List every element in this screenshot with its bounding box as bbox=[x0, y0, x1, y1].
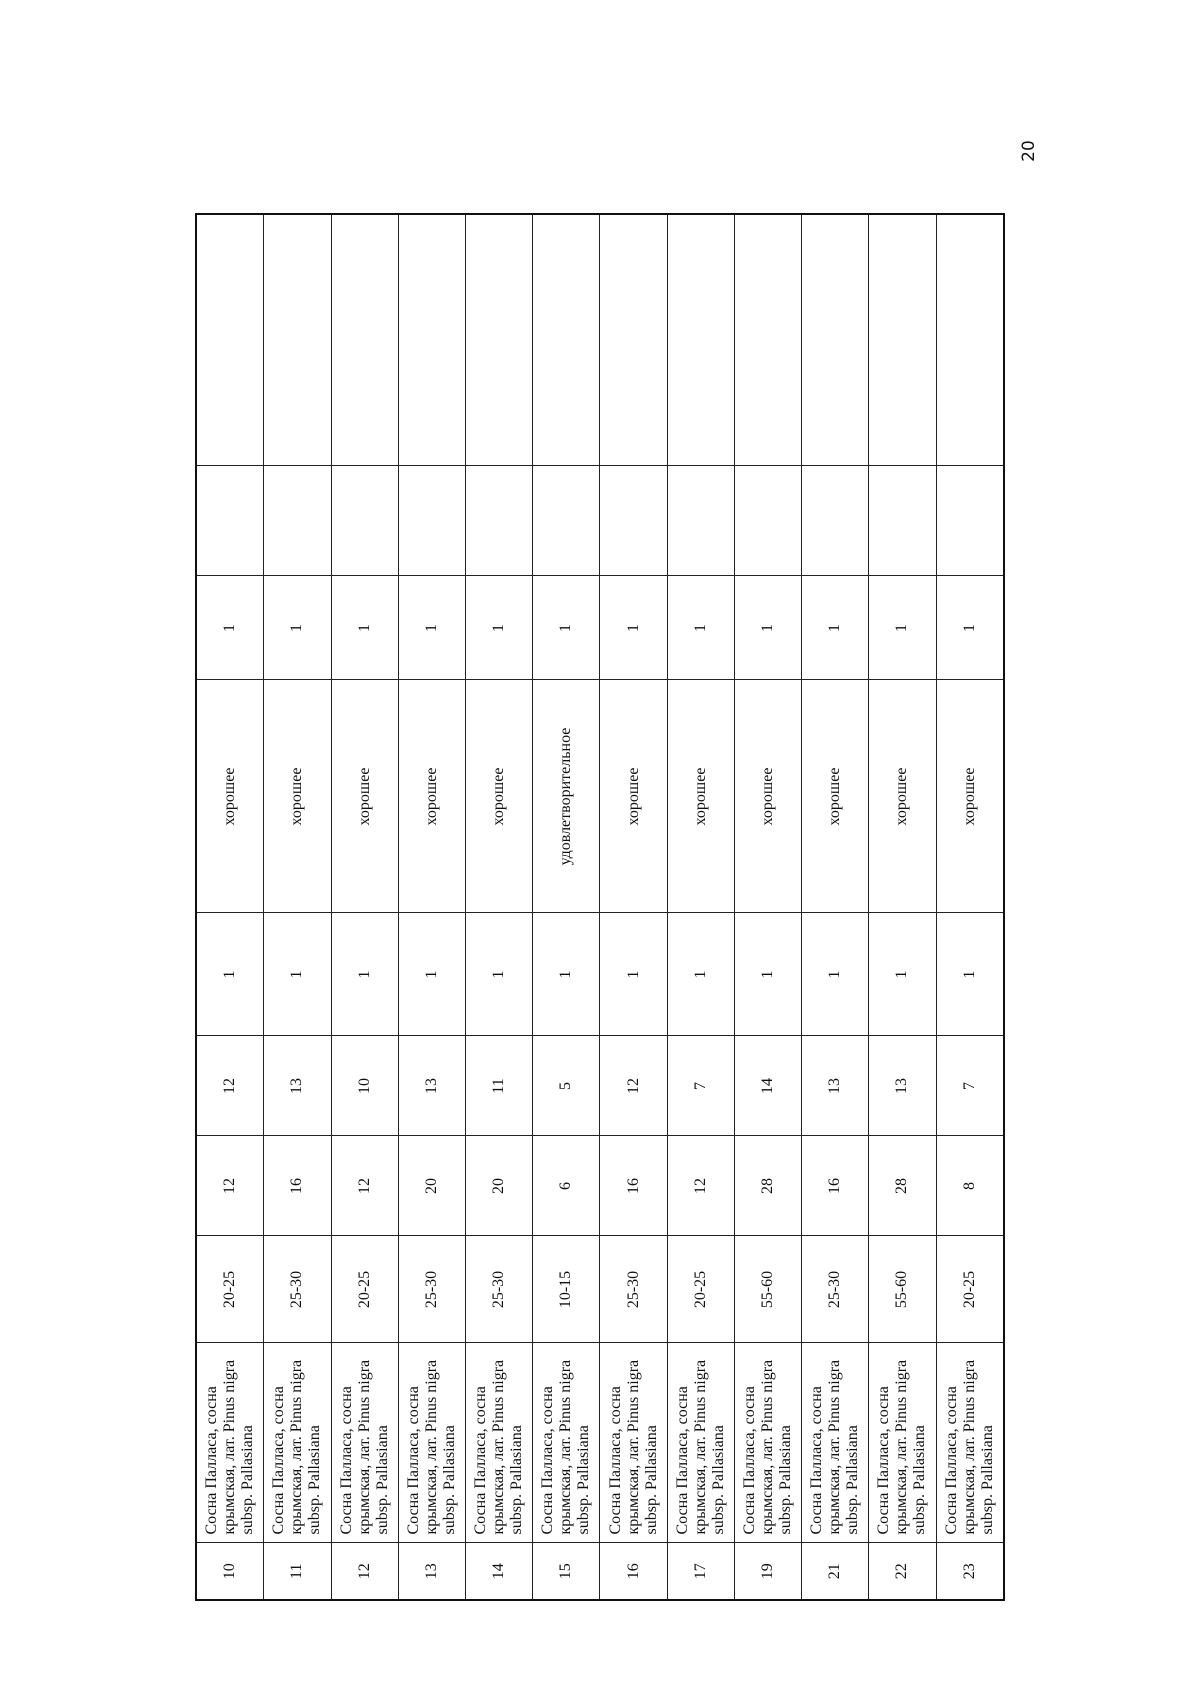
quantity-cell: 1 bbox=[734, 913, 801, 1036]
age-cell: 55-60 bbox=[734, 1236, 801, 1343]
note-cell bbox=[802, 214, 869, 466]
row-number: 23 bbox=[936, 1543, 1004, 1600]
diameter-cell: 6 bbox=[533, 1136, 600, 1236]
condition-cell: хорошее bbox=[465, 680, 532, 913]
species-cell: Сосна Палласа, сосна крымская, лат. Pinus nigra subsp. Pallasiana bbox=[802, 1343, 869, 1543]
age-cell: 20-25 bbox=[936, 1236, 1004, 1343]
age-cell: 25-30 bbox=[264, 1236, 331, 1343]
condition-cell: хорошее bbox=[734, 680, 801, 913]
row-number: 17 bbox=[667, 1543, 734, 1600]
row-number: 22 bbox=[869, 1543, 936, 1600]
species-cell: Сосна Палласа, сосна крымская, лат. Pinus nigra subsp. Pallasiana bbox=[264, 1343, 331, 1543]
row-number: 15 bbox=[533, 1543, 600, 1600]
category-cell: 1 bbox=[600, 576, 667, 680]
species-cell: Сосна Палласа, сосна крымская, лат. Pinus nigra subsp. Pallasiana bbox=[533, 1343, 600, 1543]
height-cell: 10 bbox=[331, 1036, 398, 1136]
note-cell bbox=[533, 214, 600, 466]
height-cell: 13 bbox=[802, 1036, 869, 1136]
quantity-cell: 1 bbox=[264, 913, 331, 1036]
species-cell: Сосна Палласа, сосна крымская, лат. Pinus nigra subsp. Pallasiana bbox=[465, 1343, 532, 1543]
diameter-cell: 8 bbox=[936, 1136, 1004, 1236]
height-cell: 13 bbox=[264, 1036, 331, 1136]
note-cell bbox=[734, 214, 801, 466]
condition-cell: хорошее bbox=[264, 680, 331, 913]
condition-cell: хорошее bbox=[398, 680, 465, 913]
condition-cell: хорошее bbox=[331, 680, 398, 913]
height-cell: 12 bbox=[600, 1036, 667, 1136]
note-cell bbox=[264, 466, 331, 576]
note-cell bbox=[196, 214, 264, 466]
height-cell: 5 bbox=[533, 1036, 600, 1136]
row-number: 12 bbox=[331, 1543, 398, 1600]
category-cell: 1 bbox=[533, 576, 600, 680]
diameter-cell: 12 bbox=[667, 1136, 734, 1236]
condition-cell: хорошее bbox=[196, 680, 264, 913]
row-number: 11 bbox=[264, 1543, 331, 1600]
category-cell: 1 bbox=[936, 576, 1004, 680]
species-cell: Сосна Палласа, сосна крымская, лат. Pinus nigra subsp. Pallasiana bbox=[869, 1343, 936, 1543]
age-cell: 20-25 bbox=[196, 1236, 264, 1343]
table-row bbox=[465, 214, 532, 1600]
table-row bbox=[600, 214, 667, 1600]
quantity-cell: 1 bbox=[331, 913, 398, 1036]
quantity-cell: 1 bbox=[465, 913, 532, 1036]
note-cell bbox=[331, 466, 398, 576]
note-cell bbox=[331, 214, 398, 466]
note-cell bbox=[936, 214, 1004, 466]
condition-cell: хорошее bbox=[802, 680, 869, 913]
age-cell: 25-30 bbox=[802, 1236, 869, 1343]
quantity-cell: 1 bbox=[802, 913, 869, 1036]
category-cell: 1 bbox=[196, 576, 264, 680]
table-body bbox=[196, 214, 1004, 1600]
diameter-cell: 16 bbox=[600, 1136, 667, 1236]
diameter-cell: 20 bbox=[398, 1136, 465, 1236]
condition-cell: хорошее bbox=[869, 680, 936, 913]
diameter-cell: 16 bbox=[264, 1136, 331, 1236]
note-cell bbox=[196, 466, 264, 576]
species-cell: Сосна Палласа, сосна крымская, лат. Pinus nigra subsp. Pallasiana bbox=[398, 1343, 465, 1543]
quantity-cell: 1 bbox=[667, 913, 734, 1036]
species-cell: Сосна Палласа, сосна крымская, лат. Pinus nigra subsp. Pallasiana bbox=[936, 1343, 1004, 1543]
species-cell: Сосна Палласа, сосна крымская, лат. Pinus nigra subsp. Pallasiana bbox=[667, 1343, 734, 1543]
row-number: 10 bbox=[196, 1543, 264, 1600]
table-row bbox=[802, 214, 869, 1600]
age-cell: 10-15 bbox=[533, 1236, 600, 1343]
note-cell bbox=[264, 214, 331, 466]
diameter-cell: 28 bbox=[734, 1136, 801, 1236]
age-cell: 25-30 bbox=[600, 1236, 667, 1343]
page-number: 20 bbox=[1019, 140, 1039, 162]
note-cell bbox=[465, 466, 532, 576]
height-cell: 7 bbox=[667, 1036, 734, 1136]
note-cell bbox=[936, 466, 1004, 576]
table-row bbox=[869, 214, 936, 1600]
note-cell bbox=[465, 214, 532, 466]
note-cell bbox=[869, 214, 936, 466]
row-number: 21 bbox=[802, 1543, 869, 1600]
row-number: 19 bbox=[734, 1543, 801, 1600]
note-cell bbox=[734, 466, 801, 576]
category-cell: 1 bbox=[264, 576, 331, 680]
quantity-cell: 1 bbox=[196, 913, 264, 1036]
category-cell: 1 bbox=[667, 576, 734, 680]
condition-cell: хорошее bbox=[936, 680, 1004, 913]
height-cell: 13 bbox=[398, 1036, 465, 1136]
table-row bbox=[196, 214, 264, 1600]
category-cell: 1 bbox=[802, 576, 869, 680]
condition-cell: хорошее bbox=[600, 680, 667, 913]
height-cell: 7 bbox=[936, 1036, 1004, 1136]
table-row bbox=[398, 214, 465, 1600]
table-row bbox=[264, 214, 331, 1600]
height-cell: 14 bbox=[734, 1036, 801, 1136]
tree-inventory-table bbox=[195, 213, 1005, 1601]
diameter-cell: 20 bbox=[465, 1136, 532, 1236]
diameter-cell: 12 bbox=[331, 1136, 398, 1236]
diameter-cell: 12 bbox=[196, 1136, 264, 1236]
height-cell: 13 bbox=[869, 1036, 936, 1136]
table-row bbox=[667, 214, 734, 1600]
note-cell bbox=[600, 466, 667, 576]
height-cell: 11 bbox=[465, 1036, 532, 1136]
note-cell bbox=[667, 214, 734, 466]
rotated-table-wrapper bbox=[195, 215, 1005, 1601]
quantity-cell: 1 bbox=[869, 913, 936, 1036]
quantity-cell: 1 bbox=[533, 913, 600, 1036]
table-row bbox=[936, 214, 1004, 1600]
condition-cell: удовлетворительное bbox=[533, 680, 600, 913]
note-cell bbox=[667, 466, 734, 576]
category-cell: 1 bbox=[869, 576, 936, 680]
quantity-cell: 1 bbox=[600, 913, 667, 1036]
diameter-cell: 28 bbox=[869, 1136, 936, 1236]
note-cell bbox=[398, 214, 465, 466]
note-cell bbox=[398, 466, 465, 576]
row-number: 14 bbox=[465, 1543, 532, 1600]
species-cell: Сосна Палласа, сосна крымская, лат. Pinus nigra subsp. Pallasiana bbox=[600, 1343, 667, 1543]
quantity-cell: 1 bbox=[398, 913, 465, 1036]
table-row bbox=[734, 214, 801, 1600]
species-cell: Сосна Палласа, сосна крымская, лат. Pinus nigra subsp. Pallasiana bbox=[331, 1343, 398, 1543]
age-cell: 55-60 bbox=[869, 1236, 936, 1343]
category-cell: 1 bbox=[398, 576, 465, 680]
table-row bbox=[331, 214, 398, 1600]
species-cell: Сосна Палласа, сосна крымская, лат. Pinus nigra subsp. Pallasiana bbox=[196, 1343, 264, 1543]
height-cell: 12 bbox=[196, 1036, 264, 1136]
age-cell: 20-25 bbox=[667, 1236, 734, 1343]
note-cell bbox=[600, 214, 667, 466]
row-number: 16 bbox=[600, 1543, 667, 1600]
category-cell: 1 bbox=[465, 576, 532, 680]
note-cell bbox=[869, 466, 936, 576]
diameter-cell: 16 bbox=[802, 1136, 869, 1236]
note-cell bbox=[802, 466, 869, 576]
table-row bbox=[533, 214, 600, 1600]
row-number: 13 bbox=[398, 1543, 465, 1600]
condition-cell: хорошее bbox=[667, 680, 734, 913]
note-cell bbox=[533, 466, 600, 576]
age-cell: 25-30 bbox=[465, 1236, 532, 1343]
age-cell: 20-25 bbox=[331, 1236, 398, 1343]
quantity-cell: 1 bbox=[936, 913, 1004, 1036]
age-cell: 25-30 bbox=[398, 1236, 465, 1343]
species-cell: Сосна Палласа, сосна крымская, лат. Pinus nigra subsp. Pallasiana bbox=[734, 1343, 801, 1543]
category-cell: 1 bbox=[331, 576, 398, 680]
category-cell: 1 bbox=[734, 576, 801, 680]
